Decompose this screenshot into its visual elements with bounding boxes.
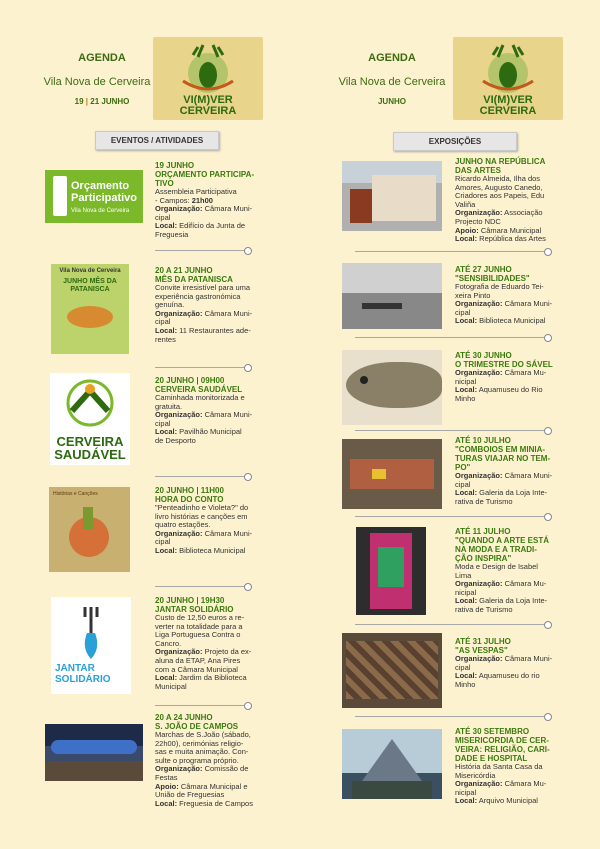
exhibition-text-line: Ricardo Almeida, Ilha dos [455, 174, 541, 183]
exhibition-image-5 [342, 633, 442, 708]
event-text-line: Organização: Câmara Muni- [155, 308, 253, 318]
logo-line1: VI(M)VER [483, 94, 533, 106]
img-sub: SOLIDÁRIO [55, 674, 111, 685]
exhibition-text-line: nicipal [455, 587, 477, 597]
event-text-line: Municipal [155, 681, 187, 691]
separator-dot [244, 364, 252, 372]
event-title: HORA DO CONTO [155, 495, 224, 504]
exhibition-text-line: Local: Arquivo Municipal [455, 796, 538, 806]
exhibition-title: "COMBOIOS EM MINIA- [455, 445, 546, 454]
event-text-line: Organização: Projeto da ex- [155, 647, 252, 657]
event-entry [155, 376, 263, 446]
event-text-line: de Desporto [155, 435, 196, 445]
event-text-line: Assembleia Participativa [155, 187, 237, 196]
event-text-line: cipal [155, 418, 171, 428]
exhibition-title: "QUANDO A ARTE ESTÁ [455, 536, 550, 545]
exhibition-text-line: Organização: Câmara Mu- [455, 579, 547, 589]
event-text-line: Local: Edifício da Junta de [155, 221, 246, 231]
event-text-line: cipal [155, 537, 171, 547]
exhibition-image-2 [342, 350, 442, 425]
exhibition-text-line: Organização: Câmara Muni- [455, 471, 553, 480]
event-text-line: cipal [155, 317, 171, 327]
exhibition-text-line: Local: Biblioteca Municipal [455, 316, 546, 326]
exhibition-title: O TRIMESTRE DO SÁVEL [455, 360, 553, 369]
event-text-line: 22h00), cerimónias religio- [155, 738, 244, 748]
separator-dot [544, 248, 552, 256]
date-right: JUNHO [377, 97, 406, 106]
logo-line2: CERVEIRA [179, 105, 237, 117]
separator-dot [544, 713, 552, 721]
event-entry [155, 713, 263, 808]
event-text-line: Custo de 12,50 euros a re- [155, 613, 245, 622]
separator-line [155, 476, 250, 477]
place-name-right: Vila Nova de Cerveira [338, 76, 446, 88]
exhibition-text-line: Misericórdia [455, 770, 496, 780]
event-text-line: livro histórias e canções em [155, 511, 248, 521]
separator-line [355, 430, 550, 431]
exhibition-entry [455, 527, 563, 615]
exhibition-title-cont: NA MODA E A TRADI- [455, 545, 537, 554]
exhibition-date: ATÉ 30 JUNHO [455, 351, 512, 360]
exhibition-date: ATÉ 31 JULHO [455, 637, 511, 646]
event-text-line: Local: Biblioteca Municipal [155, 545, 246, 555]
exhibition-text-line: Organização: Câmara Mu- [455, 779, 547, 789]
exhibition-text-line: nicipal [455, 787, 477, 797]
event-text-line: quatro estações. [155, 520, 211, 530]
exhibition-text-line: Amores, Augusto Canedo, [455, 182, 543, 192]
event-entry [155, 161, 263, 240]
event-date: 20 JUNHO | 19H30 [155, 596, 225, 605]
exhibition-image-1 [342, 263, 442, 329]
exhibition-text-line: cipal [455, 307, 471, 317]
exhibition-image-0 [342, 161, 442, 231]
exhibition-entry [455, 436, 563, 506]
event-text-line: "Penteadinho e Violeta?" do [155, 503, 249, 512]
event-text-line: Apoio: Câmara Municipal e [155, 781, 248, 791]
exhibition-text-line: Valiña [455, 199, 476, 209]
exhibition-date: ATÉ 10 JULHO [455, 436, 511, 445]
exhibition-text-line: História da Santa Casa da [455, 762, 543, 771]
vimver-cerveira-logo-right [453, 37, 563, 120]
agenda-title-right: AGENDA [368, 52, 416, 64]
exhibition-title: "SENSIBILIDADES" [455, 274, 530, 283]
event-text-line: Organização: Câmara Muni- [155, 204, 253, 214]
img-title: JUNHO MÊS DA PATANISCA [63, 278, 117, 293]
exhibition-title: MISERICORDIA DE CER- [455, 736, 549, 745]
separator-line [355, 716, 550, 717]
event-text-line: Local: Pavilhão Municipal [155, 427, 242, 437]
event-text-line: gratuita. [155, 401, 183, 411]
exhibition-date: ATÉ 27 JUNHO [455, 265, 512, 274]
logo-line1: VI(M)VER [183, 94, 233, 106]
event-text-line: com a Câmara Municipal [155, 664, 238, 674]
event-image-1 [51, 264, 129, 354]
event-entry [155, 596, 263, 691]
exhibition-title-cont: PO" [455, 463, 471, 472]
event-text-line: verter na totalidade para a [155, 621, 243, 631]
event-entry [155, 266, 263, 344]
event-text-line: Caminhada monitorizada e [155, 393, 245, 402]
exhibition-text-line: nicipal [455, 376, 477, 386]
exhibition-text-line: Local: Galeria da Loja Inte- [455, 488, 548, 498]
separator-line [155, 250, 250, 251]
exhibition-date: ATÉ 11 JULHO [455, 527, 511, 536]
event-text-line: rentes [155, 334, 176, 344]
separator-dot [244, 583, 252, 591]
separator-dot [544, 621, 552, 629]
exhibition-title-cont: ÇÃO INSPIRA" [455, 554, 512, 563]
place-name-left: Vila Nova de Cerveira [43, 76, 151, 88]
exhibition-text-line: Fotografia de Eduardo Tei- [455, 282, 544, 291]
exhibition-text-line: cipal [455, 662, 471, 672]
exhibition-text-line: Minho [455, 679, 476, 689]
exhibition-title: "AS VESPAS" [455, 646, 508, 655]
event-date: 20 JUNHO | 09H00 [155, 376, 225, 385]
exhibition-text-line: Local: República das Artes [455, 234, 546, 244]
event-text-line: Cancro. [155, 638, 182, 648]
event-text-line: genuína. [155, 300, 185, 310]
img-title: Histórias e Canções [53, 491, 98, 497]
event-text-line: Local: 11 Restaurantes ade- [155, 325, 251, 335]
exhibition-text-line: rativa de Turismo [455, 496, 513, 506]
exhibition-date: ATÉ 30 SETEMBRO [455, 727, 530, 736]
event-title-cont: TIVO [155, 179, 174, 188]
exhibition-text-line: Organização: Associação [455, 208, 543, 218]
event-image-0 [45, 170, 143, 223]
agenda-title-left: AGENDA [78, 52, 126, 64]
separator-dot [244, 247, 252, 255]
event-text-line: aluna da ETAP, Ana Pires [155, 655, 241, 665]
exhibition-text-line: Minho [455, 393, 476, 403]
exhibition-text-line: rativa de Turismo [455, 604, 513, 614]
exhibition-entry [455, 265, 563, 326]
separator-dot [544, 513, 552, 521]
exhibition-title-cont: DADE E HOSPITAL [455, 754, 528, 763]
img-title: Orçamento Participativo [71, 180, 138, 204]
event-image-4 [51, 597, 131, 694]
exhibition-text-line: Organização: Câmara Muni- [455, 299, 553, 309]
exhibition-image-3 [342, 439, 442, 509]
logo-line2: CERVEIRA [479, 105, 537, 117]
exhibition-title-cont: TURAS VIAJAR NO TEM- [455, 454, 551, 463]
event-text-line: Organização: Comissão de [155, 764, 249, 774]
exhibition-title-cont: VEIRA: RELIGIÃO, CARI- [455, 745, 550, 754]
event-date: 20 A 24 JUNHO [155, 713, 213, 722]
event-date: 20 A 21 JUNHO [155, 266, 213, 275]
event-text-line: experiência gastronómica [155, 291, 241, 301]
exhibition-image-4 [356, 527, 426, 615]
exhibition-entry [455, 351, 563, 403]
event-date: 19 JUNHO [155, 161, 195, 170]
img-title: CERVEIRA [56, 434, 124, 449]
exhibition-entry [455, 727, 563, 806]
exhibition-text-line: Lima [455, 570, 472, 580]
event-text-line: União de Freguesias [155, 790, 225, 800]
event-text-line: Freguesia [155, 229, 189, 239]
event-text-line: Liga Portuguesa Contra o [155, 630, 241, 640]
event-text-line: Festas [155, 772, 178, 782]
exhibition-entry [455, 637, 563, 689]
img-title: JANTAR [55, 663, 95, 674]
separator-line [155, 705, 250, 706]
event-text-line: - Campos: 21h00 [155, 195, 213, 205]
exhibition-text-line: Apoio: Câmara Municipal [455, 225, 542, 235]
exhibition-text-line: cipal [455, 479, 471, 489]
event-title: CERVEIRA SAUDÁVEL [155, 385, 243, 394]
section-events-header: EVENTOS / ATIVIDADES [95, 131, 219, 150]
date-range-left: 19 | 21 JUNHO [74, 97, 130, 106]
separator-dot [544, 334, 552, 342]
event-date: 20 JUNHO | 11H00 [155, 486, 224, 495]
event-text-line: Local: Jardim da Biblioteca [155, 673, 247, 683]
event-title: JANTAR SOLIDÁRIO [155, 605, 234, 614]
event-text-line: Convite irresistível para uma [155, 283, 251, 292]
event-text-line: Local: Freguesia de Campos [155, 798, 253, 808]
event-title: S. JOÃO DE CAMPOS [155, 722, 239, 731]
exhibition-text-line: Local: Galeria da Loja Inte- [455, 596, 548, 606]
event-text-line: Marchas de S.João (sábado, [155, 730, 251, 739]
vimver-cerveira-logo-left [153, 37, 263, 120]
separator-dot [244, 702, 252, 710]
event-text-line: sas e muita animação. Con- [155, 747, 249, 757]
exhibition-text-line: Criadores aos Papeis, Edu [455, 191, 545, 201]
exhibition-text-line: Projecto NDC [455, 216, 501, 226]
event-title: ORÇAMENTO PARTICIPA- [155, 170, 255, 179]
separator-dot [544, 427, 552, 435]
exhibition-entry [455, 157, 563, 244]
exhibition-text-line: Organização: Câmara Muni- [455, 654, 553, 663]
event-text-line: cipal [155, 212, 171, 222]
separator-line [355, 251, 550, 252]
exhibition-text-line: Local: Aquamuseu do Rio [455, 385, 543, 395]
separator-dot [244, 473, 252, 481]
separator-line [155, 367, 250, 368]
exhibition-text-line: Moda e Design de Isabel [455, 562, 538, 571]
exhibition-title: DAS ARTES [455, 166, 501, 175]
event-entry [155, 486, 263, 556]
img-sub: Vila Nova de Cerveira [71, 208, 130, 214]
event-image-2 [50, 373, 130, 465]
event-text-line: Organização: Câmara Muni- [155, 528, 253, 538]
separator-line [355, 516, 550, 517]
exhibition-text-line: Local: Aquamuseu do rio [455, 671, 540, 681]
img-sub: SAUDÁVEL [54, 447, 126, 462]
event-title: MÊS DA PATANISCA [155, 275, 233, 284]
event-image-5 [45, 724, 143, 781]
separator-line [355, 337, 550, 338]
separator-line [355, 624, 550, 625]
exhibition-date: JUNHO NA REPÚBLICA [455, 157, 546, 166]
exhibition-image-6 [342, 729, 442, 799]
img-sub: Vila Nova de Cerveira [59, 268, 121, 274]
event-text-line: Organização: Câmara Muni- [155, 410, 253, 420]
section-exhibitions-header: EXPOSIÇÕES [393, 132, 517, 151]
event-image-3 [49, 487, 130, 572]
exhibition-text-line: Organização: Câmara Mu- [455, 368, 547, 377]
separator-line [155, 586, 250, 587]
event-text-line: sulte o programa próprio. [155, 755, 239, 765]
exhibition-text-line: xeira Pinto [455, 290, 491, 300]
